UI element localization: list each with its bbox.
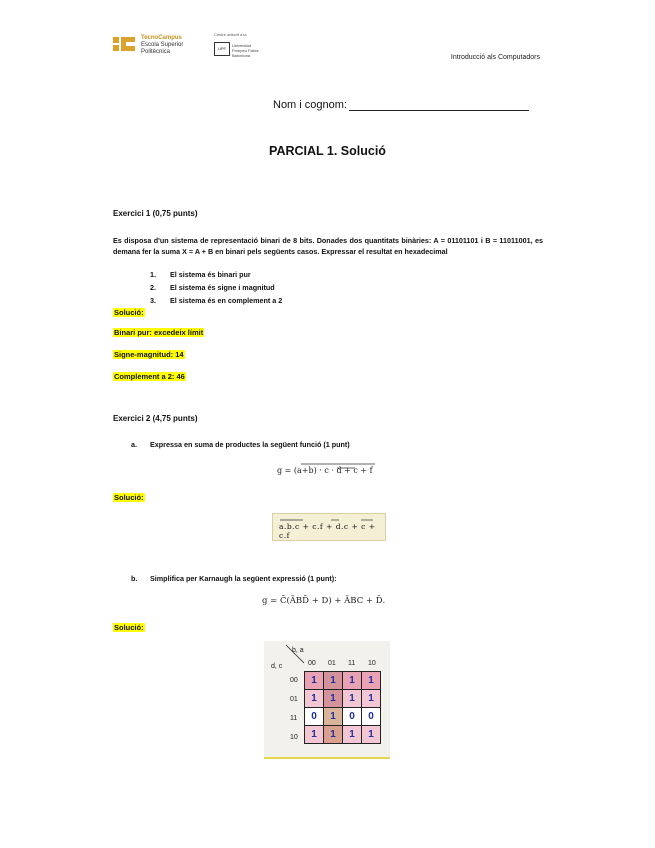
kmap-row [305,726,381,744]
name-label: Nom i cognom: [273,99,347,111]
kmap-cell: 1 [343,672,362,690]
kmap-cell: 1 [305,690,324,708]
ex2-question-a [131,440,350,449]
ex1-statement: Es disposa d'un sistema de representació binari de 8 bits. Donades dos quantitats binàries: A = 01101101 i B = 11011001, es demana fer la suma X = A + B en binari pels següents casos. Expressar el resultat en hexadecimal [113,236,543,256]
item-number: 2. [150,283,156,292]
item-text: El sistema és binari pur [170,270,251,279]
kmap-row [305,672,381,690]
logo2-text [232,43,292,58]
solution-formula: a.b.c + c.f + d.c + c + c.f [279,522,376,540]
kmap-cell: 1 [305,726,324,744]
kmap-cell: 1 [362,726,381,744]
kmap-col-label: 11 [348,660,356,667]
kmap-cell: 1 [362,672,381,690]
ex1-answer-signe: Signe-magnitud: 14 [114,350,184,359]
ex2-heading: Exercici 2 (4,75 punts) [113,414,198,423]
logo2-small: Centre adscrit a la [214,32,247,37]
item-text: El sistema és en complement a 2 [170,296,283,305]
kmap-cell: 1 [362,690,381,708]
kmap-cell: 0 [305,708,324,726]
kmap-corner-top: b, a [292,647,304,654]
kmap-cell: 1 [324,726,343,744]
logo1-line3: Politècnica [141,49,171,55]
upf-logo [214,32,259,58]
kmap-row-label: 00 [290,677,298,684]
item-number: 3. [150,296,156,305]
kmap-row-label: 11 [290,715,298,722]
name-field [273,99,529,111]
kmap-row-label: 01 [290,696,298,703]
logo2-box: UPF [214,42,230,56]
kmap-cell: 1 [324,690,343,708]
kmap-col-label: 00 [308,660,316,667]
question-letter: a. [131,440,137,449]
item-text: El sistema és signe i magnitud [170,283,275,292]
ex1-item [150,283,275,292]
ex1-item [150,296,282,305]
kmap-row-label: 10 [290,734,298,741]
kmap-cell: 1 [324,672,343,690]
kmap-col-label: 10 [368,660,376,667]
question-letter: b. [131,574,138,583]
ex1-item [150,270,251,279]
name-blank-line [349,100,529,111]
logo2-line2: Pompeu Fabra [232,48,259,53]
question-text: Expressa en suma de productes la següent funció (1 punt) [150,440,350,449]
kmap-col-label: 01 [328,660,336,667]
question-text: Simplifica per Karnaugh la següent expressió (1 punt): [150,574,337,583]
ex2-a-solution-box [272,513,386,541]
tecnocampus-logo-text [141,35,183,56]
kmap-row [305,708,381,726]
kmap-cell: 0 [362,708,381,726]
logo1-brand: TecnoCampus [141,35,182,41]
logo1-line2: Escola Superior [141,42,184,48]
kmap-row [305,690,381,708]
ex2-b-formula: g = C̄(ĀBD̄ + D) + ĀBC + D̄. [262,596,386,606]
ex1-answer-binari: Binari pur: excedeix límit [114,328,204,337]
kmap-corner-left: d, c [271,663,283,670]
ex1-answer-c2: Complement a 2: 46 [114,372,185,381]
kmap-cell: 0 [343,708,362,726]
ex2-solucio-a: Solució: [114,493,144,502]
kmap-cell: 1 [305,672,324,690]
item-number: 1. [150,270,156,279]
ex2-solucio-b: Solució: [114,623,144,632]
ex1-heading: Exercici 1 (0,75 punts) [113,209,198,218]
ex1-solucio-label: Solució: [114,308,144,317]
formula-text: g = (a+b) · c · d + c + f [277,466,373,475]
ex2-question-b [131,574,337,583]
page-title: PARCIAL 1. Solució [269,144,386,158]
logo2-line3: Barcelona [232,53,251,58]
kmap-cell: 1 [324,708,343,726]
kmap-cell: 1 [343,726,362,744]
ex2-a-formula [277,466,373,475]
tecnocampus-logo-mark [113,37,135,51]
kmap-grid [304,671,381,744]
formula-overlines [277,462,387,478]
course-name: Introducció als Computadors [450,54,540,61]
kmap-cell: 1 [343,690,362,708]
logo2-line1: Universitat [232,43,251,48]
